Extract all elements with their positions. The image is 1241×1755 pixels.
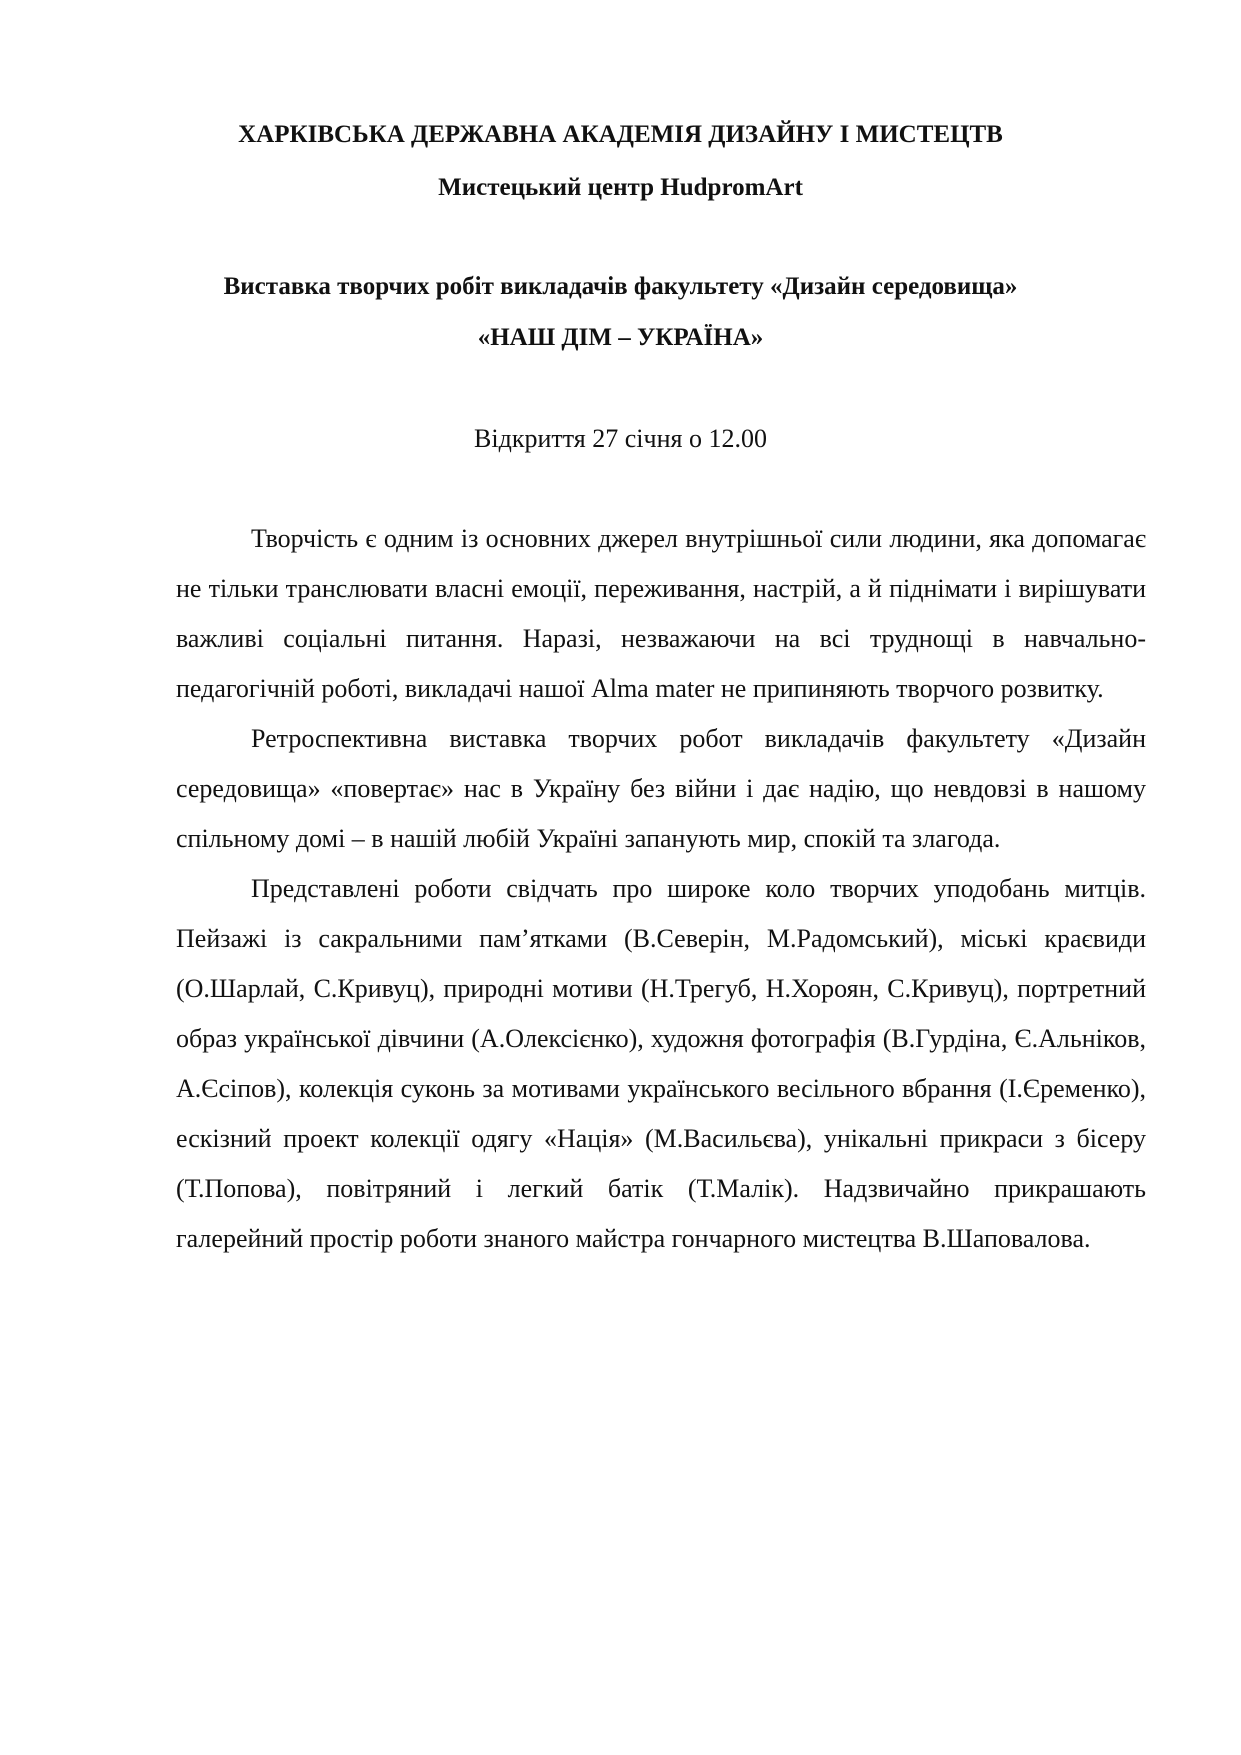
paragraph-1: Творчість є одним із основних джерел внутрішньої сили людини, яка допомагає не тільки транслювати власні емоції, переживання, настрій, а й піднімати і вирішувати важливі соціальні питання. Наразі, незважаючи на всі труднощі в навчально-педагогічній роботі, викладачі нашої Alma mater не припиняють творчого розвитку.	[176, 524, 1146, 703]
body-text	[176, 514, 1146, 1264]
paragraph-2: Ретроспективна виставка творчих робот викладачів факультету «Дизайн середовища» «повертає» нас в Україну без війни і дає надію, що невдовзі в нашому спільному домі – в нашій любій Україні запанують мир, спокій та злагода.	[176, 724, 1146, 853]
center-name: Мистецький центр HudpromArt	[438, 174, 803, 201]
opening-info: Відкриття 27 січня о 12.00	[474, 424, 767, 453]
exhibition-title: «НАШ ДІМ – УКРАЇНА»	[477, 324, 764, 351]
exhibition-subtitle: Виставка творчих робіт викладачів факультету «Дизайн середовища»	[223, 273, 1018, 300]
paragraph-3: Представлені роботи свідчать про широке коло творчих уподобань митців. Пейзажі із сакральними пам’ятками (В.Северін, М.Радомський), міські краєвиди (О.Шарлай, С.Кривуц), природні мотиви (Н.Трегуб, Н.Хороян, С.Кривуц), портретний образ української дівчини (А.Олексієнко), художня фотографія (В.Гурдіна, Є.Альніков, А.Єсіпов), колекція суконь за мотивами українського весільного вбрання (І.Єременко), ескізний проект колекції одягу «Нація» (М.Васильєва), унікальні прикраси з бісеру (Т.Попова), повітряний і легкий батік (Т.Малік). Надзвичайно прикрашають галерейний простір роботи знаного майстра гончарного мистецтва В.Шаповалова.	[176, 874, 1146, 1253]
academy-title: ХАРКІВСЬКА ДЕРЖАВНА АКАДЕМІЯ ДИЗАЙНУ І МИСТЕЦТВ	[238, 121, 1003, 148]
